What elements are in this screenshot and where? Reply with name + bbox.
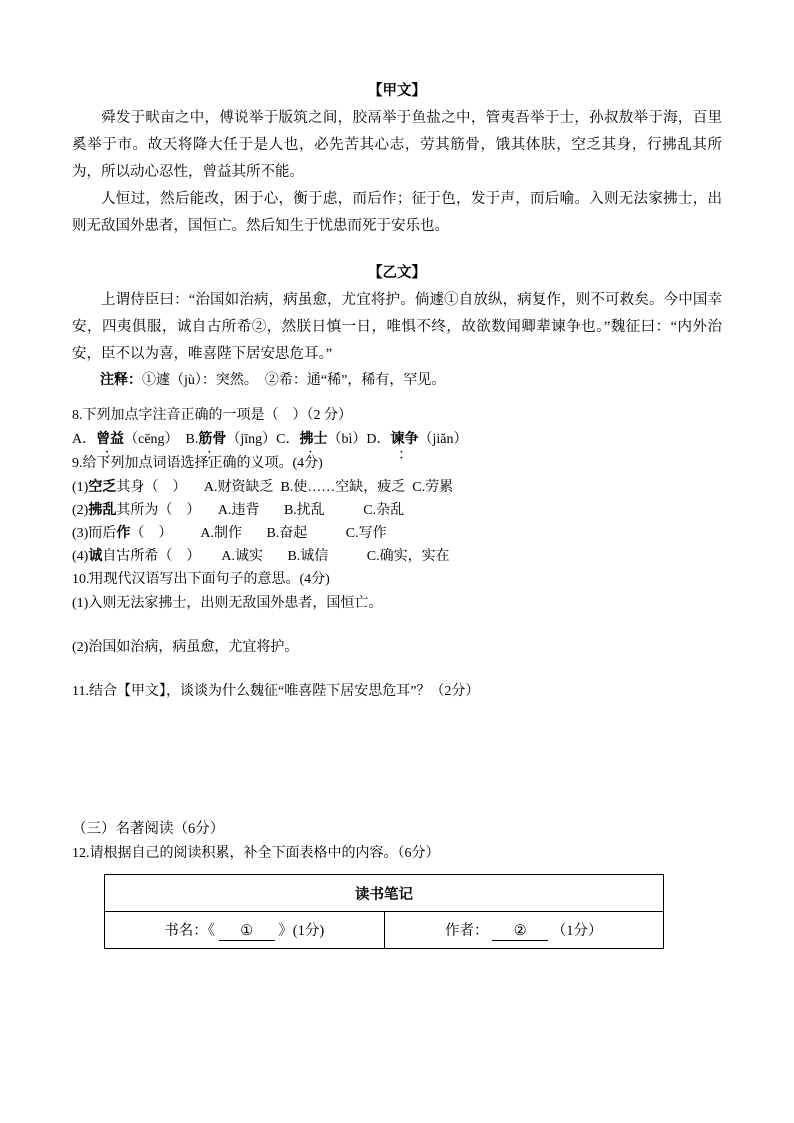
table-row — [105, 912, 664, 949]
q8-opt-a-word: · · 曾益 — [96, 428, 124, 452]
question-8-options: A．· · 曾益（cēng） B.· · 筋骨（jīng）C．· · 拂士（bì）D．· · 谏争（jiǎn） — [72, 428, 722, 452]
question-9-row-1: (1)· · 空乏其身（ ） A.财资缺乏 B.使……空缺，疲乏 C.劳累 — [72, 476, 722, 499]
spacer-q10 — [72, 616, 722, 636]
answer-space-q11 — [72, 704, 722, 816]
author-blank[interactable]: ② — [492, 923, 548, 941]
reading-notes-table — [104, 874, 664, 949]
question-10-sentence-1: (1)入则无法家拂士，出则无敌国外患者，国恒亡。 — [72, 596, 383, 611]
question-11-stem: 11.结合【甲文】，谈谈为什么魏征“唯喜陛下居安思危耳”？（2分） — [72, 684, 480, 699]
table-row-title — [105, 875, 664, 912]
question-10-stem: 10.用现代汉语写出下面句子的意思。(4分) — [72, 572, 330, 587]
question-8-stem: 8.下列加点字注音正确的一项是（ ）（2 分） — [72, 408, 352, 423]
yi-heading: 【乙文】 — [368, 265, 426, 281]
jia-heading: 【甲文】 — [368, 83, 426, 99]
book-name-blank[interactable]: ① — [219, 923, 275, 941]
book-name-label: 书名：《 — [164, 923, 216, 939]
book-name-cell — [105, 912, 385, 949]
spacer-after-notes — [72, 394, 722, 404]
question-9-row-3: (3)而后· · 作（ ） A.制作 B.奋起 C.写作 — [72, 522, 722, 545]
q9-word-2: · · 拂乱 — [88, 499, 116, 522]
yi-paragraph-1: 上谓侍臣曰：“治国如治病，病虽愈，尤宜将护。倘遽①自放纵，病复作，则不可救矣。今中国幸安，四夷俱服，诚自古所希②，然朕日慎一日，唯惧不终，故欲数闻卿辈谏争也。”魏征曰：“内外治安，臣不以为喜，唯喜陛下居安思危耳。” — [72, 292, 722, 362]
q8-opt-d-word: · · 谏争 — [391, 428, 419, 452]
section-three-heading: （三）名著阅读（6分） — [72, 821, 225, 837]
question-9-row-4: (4)· · 诚自古所希（ ） A.诚实 B.诚信 C.确实，实在 — [72, 545, 722, 568]
table-title-cell: 读书笔记 — [105, 875, 664, 912]
q8-opt-b-word: · · 筋骨 — [198, 428, 226, 452]
jia-paragraph-2: 人恒过，然后能改，困于心，衡于虑，而后作；征于色，发于声，而后喻。入则无法家拂士，出则无敌国外患者，国恒亡。然后知生于忧患而死于安乐也。 — [72, 191, 722, 234]
q9-word-4: · · 诚 — [88, 545, 102, 568]
question-12-stem: 12.请根据自己的阅读积累，补全下面表格中的内容。（6分） — [72, 846, 440, 861]
author-cell — [384, 912, 664, 949]
jia-paragraph-1: 舜发于畎亩之中，傅说举于版筑之间，胶鬲举于鱼盐之中，管夷吾举于士，孙叔敖举于海，百里奚举于市。故天将降大任于是人也，必先苦其心志，劳其筋骨，饿其体肤，空乏其身，行拂乱其所为，所以动心忍性，曾益其所不能。 — [72, 110, 722, 180]
question-9-row-2: (2)· · 拂乱其所为（ ） A.违背 B.扰乱 C.杂乱 — [72, 499, 722, 522]
q9-word-1: · · 空乏 — [88, 476, 116, 499]
author-label: 作者： — [445, 923, 489, 939]
spacer-after-jia — [72, 240, 722, 260]
notes-text: ①遽（jù）：突然。 ②希：通“稀”，稀有，罕见。 — [142, 373, 446, 388]
yi-notes — [72, 368, 722, 394]
author-tail: （1分） — [551, 923, 603, 939]
q9-word-3: · · 作 — [116, 522, 130, 545]
q8-opt-c-word: · · 拂士 — [300, 428, 328, 452]
question-10-sentence-2: (2)治国如治病，病虽愈，尤宜将护。 — [72, 640, 299, 655]
question-9-stem: 9.给下列加点词语选择正确的义项。(4分) — [72, 456, 323, 471]
notes-label: 注释： — [100, 373, 142, 388]
book-name-tail: 》(1分) — [278, 923, 325, 939]
spacer-before-q11 — [72, 660, 722, 680]
